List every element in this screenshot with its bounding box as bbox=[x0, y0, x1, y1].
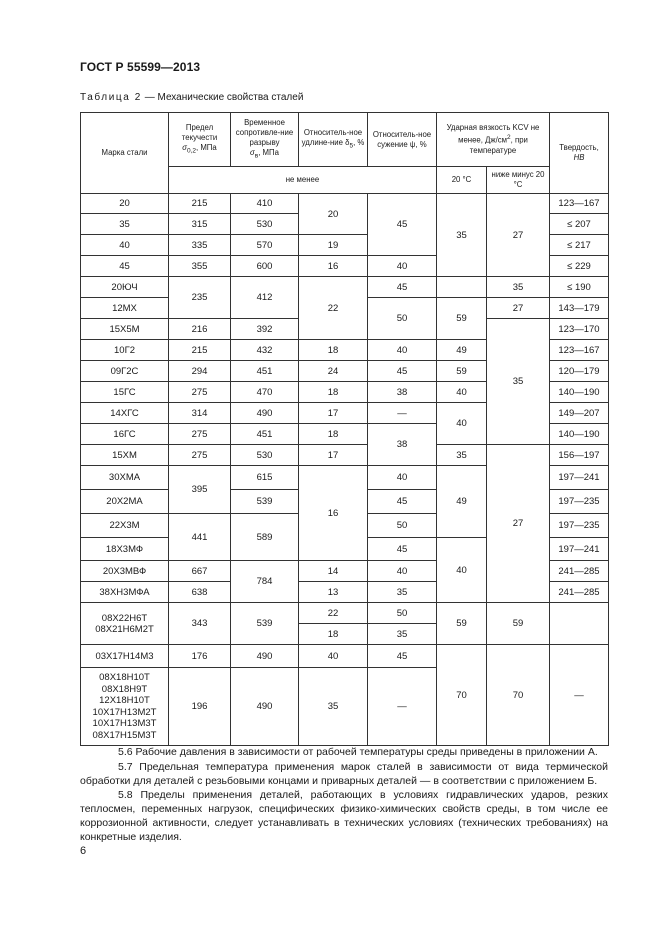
value-cell: 410 bbox=[231, 194, 299, 214]
value-cell: 22 bbox=[299, 603, 368, 624]
table-row bbox=[81, 277, 609, 298]
value-cell: 27 bbox=[487, 298, 550, 319]
value-cell: 18 bbox=[299, 382, 368, 403]
value-cell: 45 bbox=[368, 361, 437, 382]
value-cell: 149—207 bbox=[550, 403, 609, 424]
value-cell: 35 bbox=[437, 194, 487, 277]
value-cell: 19 bbox=[299, 235, 368, 256]
grade-cell: 40 bbox=[81, 235, 169, 256]
grade-cell: 38ХН3МФА bbox=[81, 582, 169, 603]
subheader-min: не менее bbox=[169, 167, 437, 194]
value-cell: 241—285 bbox=[550, 582, 609, 603]
value-cell: 784 bbox=[231, 561, 299, 603]
value-cell: 355 bbox=[169, 256, 231, 277]
value-cell: ≤ 229 bbox=[550, 256, 609, 277]
value-cell: 24 bbox=[299, 361, 368, 382]
value-cell: 589 bbox=[231, 514, 299, 561]
value-cell: 17 bbox=[299, 445, 368, 466]
value-cell: 143—179 bbox=[550, 298, 609, 319]
value-cell: 120—179 bbox=[550, 361, 609, 382]
paragraph-5-6: 5.6 Рабочие давления в зависимости от рабочей температуры среды приведены в приложении А. bbox=[118, 746, 598, 758]
value-cell: 49 bbox=[437, 340, 487, 361]
value-cell: 13 bbox=[299, 582, 368, 603]
grade-cell: 03Х17Н14М3 bbox=[81, 645, 169, 668]
value-cell: 22 bbox=[299, 277, 368, 340]
value-cell: 45 bbox=[368, 277, 437, 298]
value-cell: 441 bbox=[169, 514, 231, 561]
table-row bbox=[81, 645, 609, 668]
col-header-grade: Марка стали bbox=[81, 113, 169, 194]
value-cell: 50 bbox=[368, 298, 437, 340]
value-cell: 40 bbox=[437, 538, 487, 603]
value-cell: 59 bbox=[437, 361, 487, 382]
value-cell: 35 bbox=[487, 277, 550, 298]
value-cell: 490 bbox=[231, 403, 299, 424]
value-cell: 451 bbox=[231, 424, 299, 445]
value-cell: 40 bbox=[368, 466, 437, 490]
value-cell: 38 bbox=[368, 382, 437, 403]
value-cell: 235 bbox=[169, 277, 231, 319]
grade-cell: 08Х22Н6Т 08Х21Н6М2Т bbox=[81, 603, 169, 645]
value-cell: 539 bbox=[231, 603, 299, 645]
value-cell: 197—235 bbox=[550, 514, 609, 538]
value-cell: 315 bbox=[169, 214, 231, 235]
value-cell: — bbox=[550, 645, 609, 746]
value-cell: 215 bbox=[169, 194, 231, 214]
value-cell: — bbox=[368, 403, 437, 424]
subheader-20c: 20 °С bbox=[437, 167, 487, 194]
value-cell: 59 bbox=[437, 298, 487, 340]
value-cell: 70 bbox=[487, 645, 550, 746]
grade-cell: 45 bbox=[81, 256, 169, 277]
value-cell: 45 bbox=[368, 490, 437, 514]
grade-cell: 15ХМ bbox=[81, 445, 169, 466]
grade-cell: 10Г2 bbox=[81, 340, 169, 361]
value-cell: 123—170 bbox=[550, 319, 609, 340]
value-cell: 35 bbox=[437, 445, 487, 466]
value-cell: 241—285 bbox=[550, 561, 609, 582]
value-cell: 470 bbox=[231, 382, 299, 403]
value-cell: 530 bbox=[231, 445, 299, 466]
value-cell: 14 bbox=[299, 561, 368, 582]
value-cell: 530 bbox=[231, 214, 299, 235]
value-cell: 40 bbox=[368, 340, 437, 361]
grade-cell: 14ХГС bbox=[81, 403, 169, 424]
value-cell: 638 bbox=[169, 582, 231, 603]
grade-cell: 20Х2МА bbox=[81, 490, 169, 514]
value-cell: 40 bbox=[368, 256, 437, 277]
value-cell: 35 bbox=[299, 668, 368, 746]
value-cell: 432 bbox=[231, 340, 299, 361]
grade-cell: 18Х3МФ bbox=[81, 538, 169, 561]
value-cell: 615 bbox=[231, 466, 299, 490]
value-cell: 215 bbox=[169, 340, 231, 361]
value-cell: 27 bbox=[487, 194, 550, 277]
value-cell: 35 bbox=[368, 624, 437, 645]
value-cell: 275 bbox=[169, 445, 231, 466]
subheader-minus20c: ниже минус 20 °С bbox=[487, 167, 550, 194]
value-cell: 40 bbox=[299, 645, 368, 668]
value-cell: 16 bbox=[299, 466, 368, 561]
value-cell: 59 bbox=[437, 603, 487, 645]
col-header-hardness: Твердость, HB bbox=[550, 113, 609, 194]
value-cell: 20 bbox=[299, 194, 368, 235]
col-header-tensile: Временное сопротивле-ние разрыву $\sigma_в$, МПа bbox=[231, 113, 299, 167]
value-cell: 35 bbox=[368, 582, 437, 603]
value-cell: 197—241 bbox=[550, 538, 609, 561]
value-cell: 275 bbox=[169, 382, 231, 403]
table-row bbox=[81, 603, 609, 624]
value-cell: 38 bbox=[368, 424, 437, 466]
col-header-elongation: Относитель-ное удлине-ние $\delta_5$, % bbox=[299, 113, 368, 167]
paragraph-5-7: 5.7 Предельная температура применения марок сталей в зависимости от вида термической обработки для деталей с резьбовыми концами и приварных деталей — в соответствии с приложением Б. bbox=[80, 761, 608, 787]
value-cell: ≤ 217 bbox=[550, 235, 609, 256]
table-row bbox=[81, 445, 609, 466]
value-cell: 197—235 bbox=[550, 490, 609, 514]
value-cell: 27 bbox=[487, 445, 550, 603]
value-cell: 45 bbox=[368, 645, 437, 668]
value-cell: 412 bbox=[231, 277, 299, 319]
value-cell: 343 bbox=[169, 603, 231, 645]
value-cell: 451 bbox=[231, 361, 299, 382]
value-cell: 16 bbox=[299, 256, 368, 277]
grade-cell: 20Х3МВФ bbox=[81, 561, 169, 582]
grade-cell: 20ЮЧ bbox=[81, 277, 169, 298]
value-cell: 18 bbox=[299, 424, 368, 445]
value-cell: 49 bbox=[437, 466, 487, 538]
value-cell: 490 bbox=[231, 645, 299, 668]
value-cell: 216 bbox=[169, 319, 231, 340]
value-cell: 140—190 bbox=[550, 382, 609, 403]
grade-cell: 12МХ bbox=[81, 298, 169, 319]
col-header-impact: Ударная вязкость KCV не менее, $Дж/см^2$, при температуре bbox=[437, 113, 550, 167]
value-cell: 50 bbox=[368, 603, 437, 624]
paragraph-5-8: 5.8 Пределы применения деталей, работающих в условиях гидравлических ударов, резких теплосмен, переменных нагрузок, специфических физико-химических свойств среды, в том числе ее коррозионной активности, следует устанавливать в технических условиях (технических требованиях) на конкретные изделия. bbox=[80, 789, 608, 843]
col-header-yield: Предел текучести $\sigma_{0,2}$, МПа bbox=[169, 113, 231, 167]
value-cell: 335 bbox=[169, 235, 231, 256]
value-cell: 275 bbox=[169, 424, 231, 445]
value-cell: — bbox=[368, 668, 437, 746]
value-cell: 70 bbox=[437, 645, 487, 746]
value-cell bbox=[550, 603, 609, 645]
value-cell: 50 bbox=[368, 514, 437, 538]
value-cell: 600 bbox=[231, 256, 299, 277]
value-cell: 17 bbox=[299, 403, 368, 424]
table-caption-title: — Механические свойства сталей bbox=[141, 92, 304, 103]
grade-cell: 09Г2С bbox=[81, 361, 169, 382]
value-cell: 196 bbox=[169, 668, 231, 746]
value-cell: 197—241 bbox=[550, 466, 609, 490]
page-number: 6 bbox=[80, 845, 87, 857]
value-cell: 140—190 bbox=[550, 424, 609, 445]
value-cell: 40 bbox=[437, 403, 487, 445]
grade-cell: 08Х18Н10Т 08Х18Н9Т 12Х18Н10Т 10Х17Н13М2Т 10Х17Н13М3Т 08Х17Н15М3Т bbox=[81, 668, 169, 746]
value-cell: 45 bbox=[368, 194, 437, 256]
value-cell: 392 bbox=[231, 319, 299, 340]
value-cell: 18 bbox=[299, 624, 368, 645]
grade-cell: 16ГС bbox=[81, 424, 169, 445]
table-row bbox=[81, 194, 609, 214]
value-cell: 490 bbox=[231, 668, 299, 746]
value-cell: 123—167 bbox=[550, 340, 609, 361]
value-cell: 294 bbox=[169, 361, 231, 382]
value-cell: 570 bbox=[231, 235, 299, 256]
value-cell: 123—167 bbox=[550, 194, 609, 214]
value-cell: 18 bbox=[299, 340, 368, 361]
value-cell: 667 bbox=[169, 561, 231, 582]
value-cell: 539 bbox=[231, 490, 299, 514]
value-cell: 314 bbox=[169, 403, 231, 424]
value-cell: 40 bbox=[368, 561, 437, 582]
mechanical-properties-table bbox=[80, 112, 609, 746]
value-cell: 176 bbox=[169, 645, 231, 668]
value-cell bbox=[437, 277, 487, 298]
grade-cell: 15ГС bbox=[81, 382, 169, 403]
value-cell: 156—197 bbox=[550, 445, 609, 466]
grade-cell: 30ХМА bbox=[81, 466, 169, 490]
grade-cell: 20 bbox=[81, 194, 169, 214]
value-cell: ≤ 207 bbox=[550, 214, 609, 235]
grade-cell: 35 bbox=[81, 214, 169, 235]
value-cell: 45 bbox=[368, 538, 437, 561]
value-cell: ≤ 190 bbox=[550, 277, 609, 298]
document-header: ГОСТ Р 55599—2013 bbox=[80, 60, 201, 74]
table-caption bbox=[80, 92, 303, 103]
table-caption-number: Таблица 2 bbox=[80, 92, 142, 103]
grade-cell: 22Х3М bbox=[81, 514, 169, 538]
value-cell: 40 bbox=[437, 382, 487, 403]
col-header-contraction: Относитель-ное сужение ψ, % bbox=[368, 113, 437, 167]
grade-cell: 15Х5М bbox=[81, 319, 169, 340]
value-cell: 59 bbox=[487, 603, 550, 645]
value-cell: 35 bbox=[487, 319, 550, 445]
value-cell: 395 bbox=[169, 466, 231, 514]
